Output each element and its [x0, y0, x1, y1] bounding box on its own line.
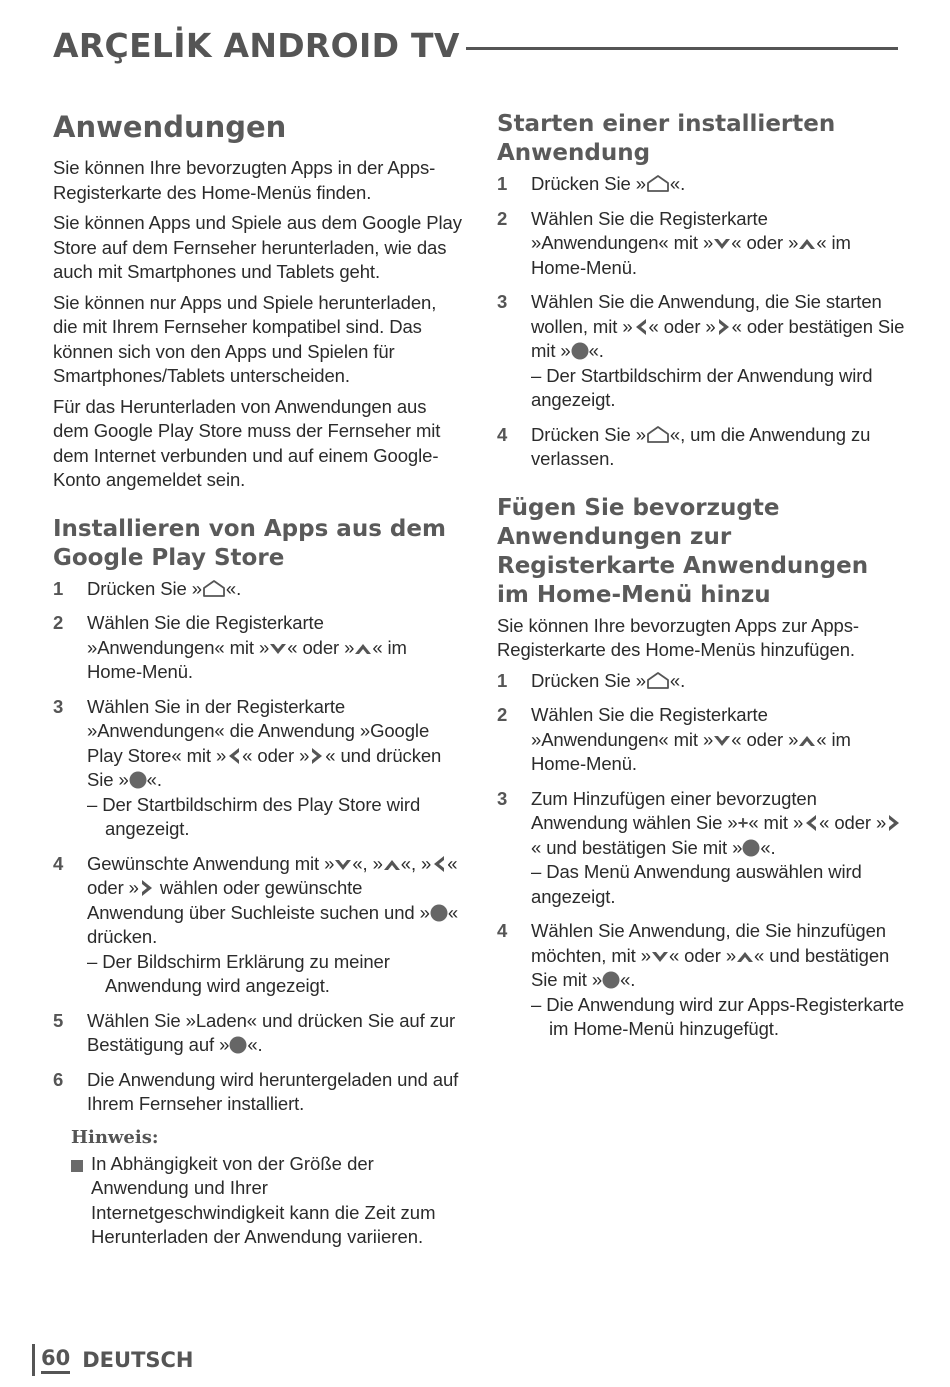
step-number: 3 [53, 695, 64, 717]
chevron-up-icon [798, 733, 816, 749]
step-text: Drücken Sie » [531, 423, 646, 445]
step-text: Wählen Sie die Registerkarte »Anwendungen« mit » [87, 612, 324, 658]
step-text: Drücken Sie » [531, 669, 646, 691]
hint-text: In Abhängigkeit von der Größe der Anwendung und Ihrer Internetgeschwindigkeit kann die Zeit zum Herunterladen der Anwendung variieren. [91, 1152, 436, 1247]
install-step-6 [53, 1068, 463, 1117]
step-text: « und drücken Sie » [87, 744, 442, 790]
favorites-step-1 [497, 669, 907, 694]
page-number: 60 [41, 1346, 70, 1374]
step-number: 5 [53, 1009, 64, 1031]
hint-item [71, 1152, 463, 1250]
step-text: Wählen Sie »Laden« und drücken Sie auf zur Bestätigung auf » [87, 1009, 456, 1055]
step-number: 2 [53, 612, 64, 633]
step-result: – Der Startbildschirm der Anwendung wird angezeigt. [531, 364, 873, 410]
install-step-4 [53, 852, 463, 999]
ok-button-icon [229, 1036, 247, 1054]
intro-paragraph-4: Für das Herunterladen von Anwendungen aus dem Google Play Store muss der Fernseher mit dem Internet verbunden und auf einem Google-Konto angemeldet sein. [53, 395, 441, 490]
step-number: 1 [53, 577, 64, 599]
chevron-up-icon [383, 857, 401, 873]
chevron-right-icon [886, 814, 902, 832]
home-icon [646, 425, 670, 444]
favorites-step-3 [497, 787, 907, 910]
chevron-left-icon [633, 318, 649, 336]
intro-paragraph-2: Sie können Apps und Spiele aus dem Google Play Store auf dem Fernseher herunterladen, wie das auch mit Smartphones und Tablets geht. [53, 212, 462, 282]
favorites-steps [497, 669, 907, 1042]
step-text: « oder » [242, 744, 310, 766]
step-text: Wählen Sie Anwendung, die Sie hinzufügen möchten, mit » [531, 920, 886, 966]
step-number: 1 [497, 173, 508, 194]
step-result: – Die Anwendung wird zur Apps-Registerkarte im Home-Menü hinzugefügt. [531, 993, 905, 1039]
step-text: « im Home-Menü. [531, 728, 851, 774]
step-text: Wählen Sie die Registerkarte »Anwendungen« mit » [531, 704, 768, 750]
chevron-right-icon [139, 879, 155, 897]
step-text: «, » [400, 852, 432, 874]
home-icon [202, 579, 226, 598]
plus-symbol: + [737, 812, 749, 833]
favorites-section-title: Fügen Sie bevorzugte Anwendungen zur Registerkarte Anwendungen im Home-Menü hinzu [497, 494, 869, 608]
step-text: Wählen Sie die Anwendung, die Sie starten wollen, mit » [531, 291, 882, 337]
ok-button-icon [129, 771, 147, 789]
home-icon [646, 174, 670, 193]
step-text: « und bestätigen Sie mit » [531, 836, 743, 858]
header-rule [466, 47, 898, 50]
chevron-down-icon [651, 949, 669, 965]
favorites-step-4 [497, 919, 907, 1042]
step-text: « oder » [87, 852, 458, 898]
ok-button-icon [742, 839, 760, 857]
page-footer [32, 1343, 194, 1377]
step-result: – Das Menü Anwendung auswählen wird angezeigt. [531, 861, 862, 907]
step-text: «. [146, 769, 162, 790]
install-step-5 [53, 1009, 463, 1058]
step-number: 2 [497, 207, 508, 229]
install-section-title: Installieren von Apps aus dem Google Play Store [53, 515, 446, 571]
step-text: «, um die Anwendung zu verlassen. [531, 423, 871, 469]
ok-button-icon [430, 904, 448, 922]
chevron-down-icon [334, 857, 352, 873]
favorites-intro: Sie können Ihre bevorzugten Apps zur Apps-Registerkarte des Home-Menüs hinzufügen. [497, 614, 859, 660]
chevron-down-icon [713, 236, 731, 252]
step-number: 3 [497, 291, 508, 312]
step-text: « oder » [668, 944, 737, 966]
step-text: « oder bestätigen Sie mit » [531, 315, 905, 361]
step-text: Drücken Sie » [87, 577, 202, 599]
ok-button-icon [602, 971, 620, 989]
chevron-up-icon [798, 236, 816, 252]
start-step-1 [497, 172, 907, 197]
chevron-down-icon [713, 733, 731, 749]
step-result: – Der Startbildschirm des Play Store wird angezeigt. [87, 793, 421, 839]
hint-box [71, 1127, 463, 1250]
home-icon [646, 671, 670, 690]
start-step-4 [497, 423, 907, 472]
step-text: « im Home-Menü. [531, 232, 851, 278]
step-result: – Der Bildschirm Erklärung zu meiner Anwendung wird angezeigt. [87, 950, 390, 996]
start-steps [497, 172, 907, 472]
chevron-left-icon [803, 814, 819, 832]
start-step-3 [497, 290, 907, 413]
intro-paragraph-3: Sie können nur Apps und Spiele herunterladen, die mit Ihrem Fernseher kompatibel sind. Das können sich von den Apps und Spielen für Smartphones/Tablets unterscheiden. [53, 291, 437, 386]
step-text: Wählen Sie die Registerkarte »Anwendungen« mit » [531, 207, 768, 253]
install-step-2 [53, 611, 463, 685]
step-text: Gewünschte Anwendung mit » [87, 852, 335, 874]
chevron-right-icon [309, 747, 325, 765]
step-text: Die Anwendung wird heruntergeladen und auf Ihrem Fernseher installiert. [87, 1068, 459, 1114]
step-number: 4 [497, 423, 508, 445]
step-text: «. [669, 669, 686, 691]
step-text: « oder » [731, 232, 799, 253]
install-step-3 [53, 695, 463, 842]
step-text: wählen oder gewünschte Anwendung über Suchleiste suchen und » [87, 877, 430, 923]
footer-bar [32, 1344, 35, 1376]
start-section-title: Starten einer installierten Anwendung [497, 111, 836, 166]
step-text: «. [225, 577, 242, 599]
step-text: « mit » [748, 812, 804, 833]
chevron-left-icon [226, 747, 242, 765]
step-text: «. [588, 340, 604, 361]
step-number: 4 [53, 852, 64, 874]
install-step-1 [53, 577, 463, 602]
page-title: Anwendungen [53, 110, 287, 144]
chevron-down-icon [269, 641, 287, 657]
step-text: « oder » [648, 315, 716, 337]
step-number: 2 [497, 704, 508, 725]
chevron-up-icon [736, 949, 754, 965]
step-text: « und bestätigen Sie mit » [531, 944, 890, 990]
install-steps [53, 577, 463, 1117]
chevron-left-icon [431, 855, 447, 873]
start-step-2 [497, 207, 907, 281]
step-text: Drücken Sie » [531, 173, 646, 194]
footer-language: DEUTSCH [82, 1348, 194, 1372]
step-text: «. [620, 969, 636, 990]
step-text: « oder » [731, 728, 799, 750]
right-column [497, 108, 907, 1052]
step-text: «. [760, 836, 776, 858]
hint-title: Hinweis: [71, 1126, 159, 1148]
chevron-up-icon [354, 641, 372, 657]
step-text: «. [247, 1034, 263, 1055]
step-text: « oder » [287, 636, 355, 658]
step-text: « oder » [819, 812, 887, 833]
step-text: Zum Hinzufügen einer bevorzugten Anwendung wählen Sie » [531, 787, 817, 833]
page-header [53, 24, 898, 68]
step-number: 1 [497, 669, 508, 691]
step-number: 6 [53, 1068, 64, 1090]
step-text: « im Home-Menü. [87, 636, 407, 682]
step-text: «. [669, 173, 686, 194]
left-column [53, 108, 463, 1250]
bullet-square-icon [71, 1160, 83, 1172]
favorites-step-2 [497, 703, 907, 777]
step-number: 4 [497, 920, 508, 941]
chevron-right-icon [716, 318, 732, 336]
step-text: Wählen Sie in der Registerkarte »Anwendungen« die Anwendung »Google Play Store« mit » [87, 695, 430, 766]
intro-paragraph-1: Sie können Ihre bevorzugten Apps in der Apps-Registerkarte des Home-Menüs finden. [53, 157, 436, 203]
step-text: «, » [352, 852, 383, 874]
step-text: « drücken. [87, 901, 459, 947]
step-number: 3 [497, 787, 508, 809]
ok-button-icon [571, 342, 589, 360]
brand-title: ARÇELİK ANDROID TV [53, 26, 460, 65]
